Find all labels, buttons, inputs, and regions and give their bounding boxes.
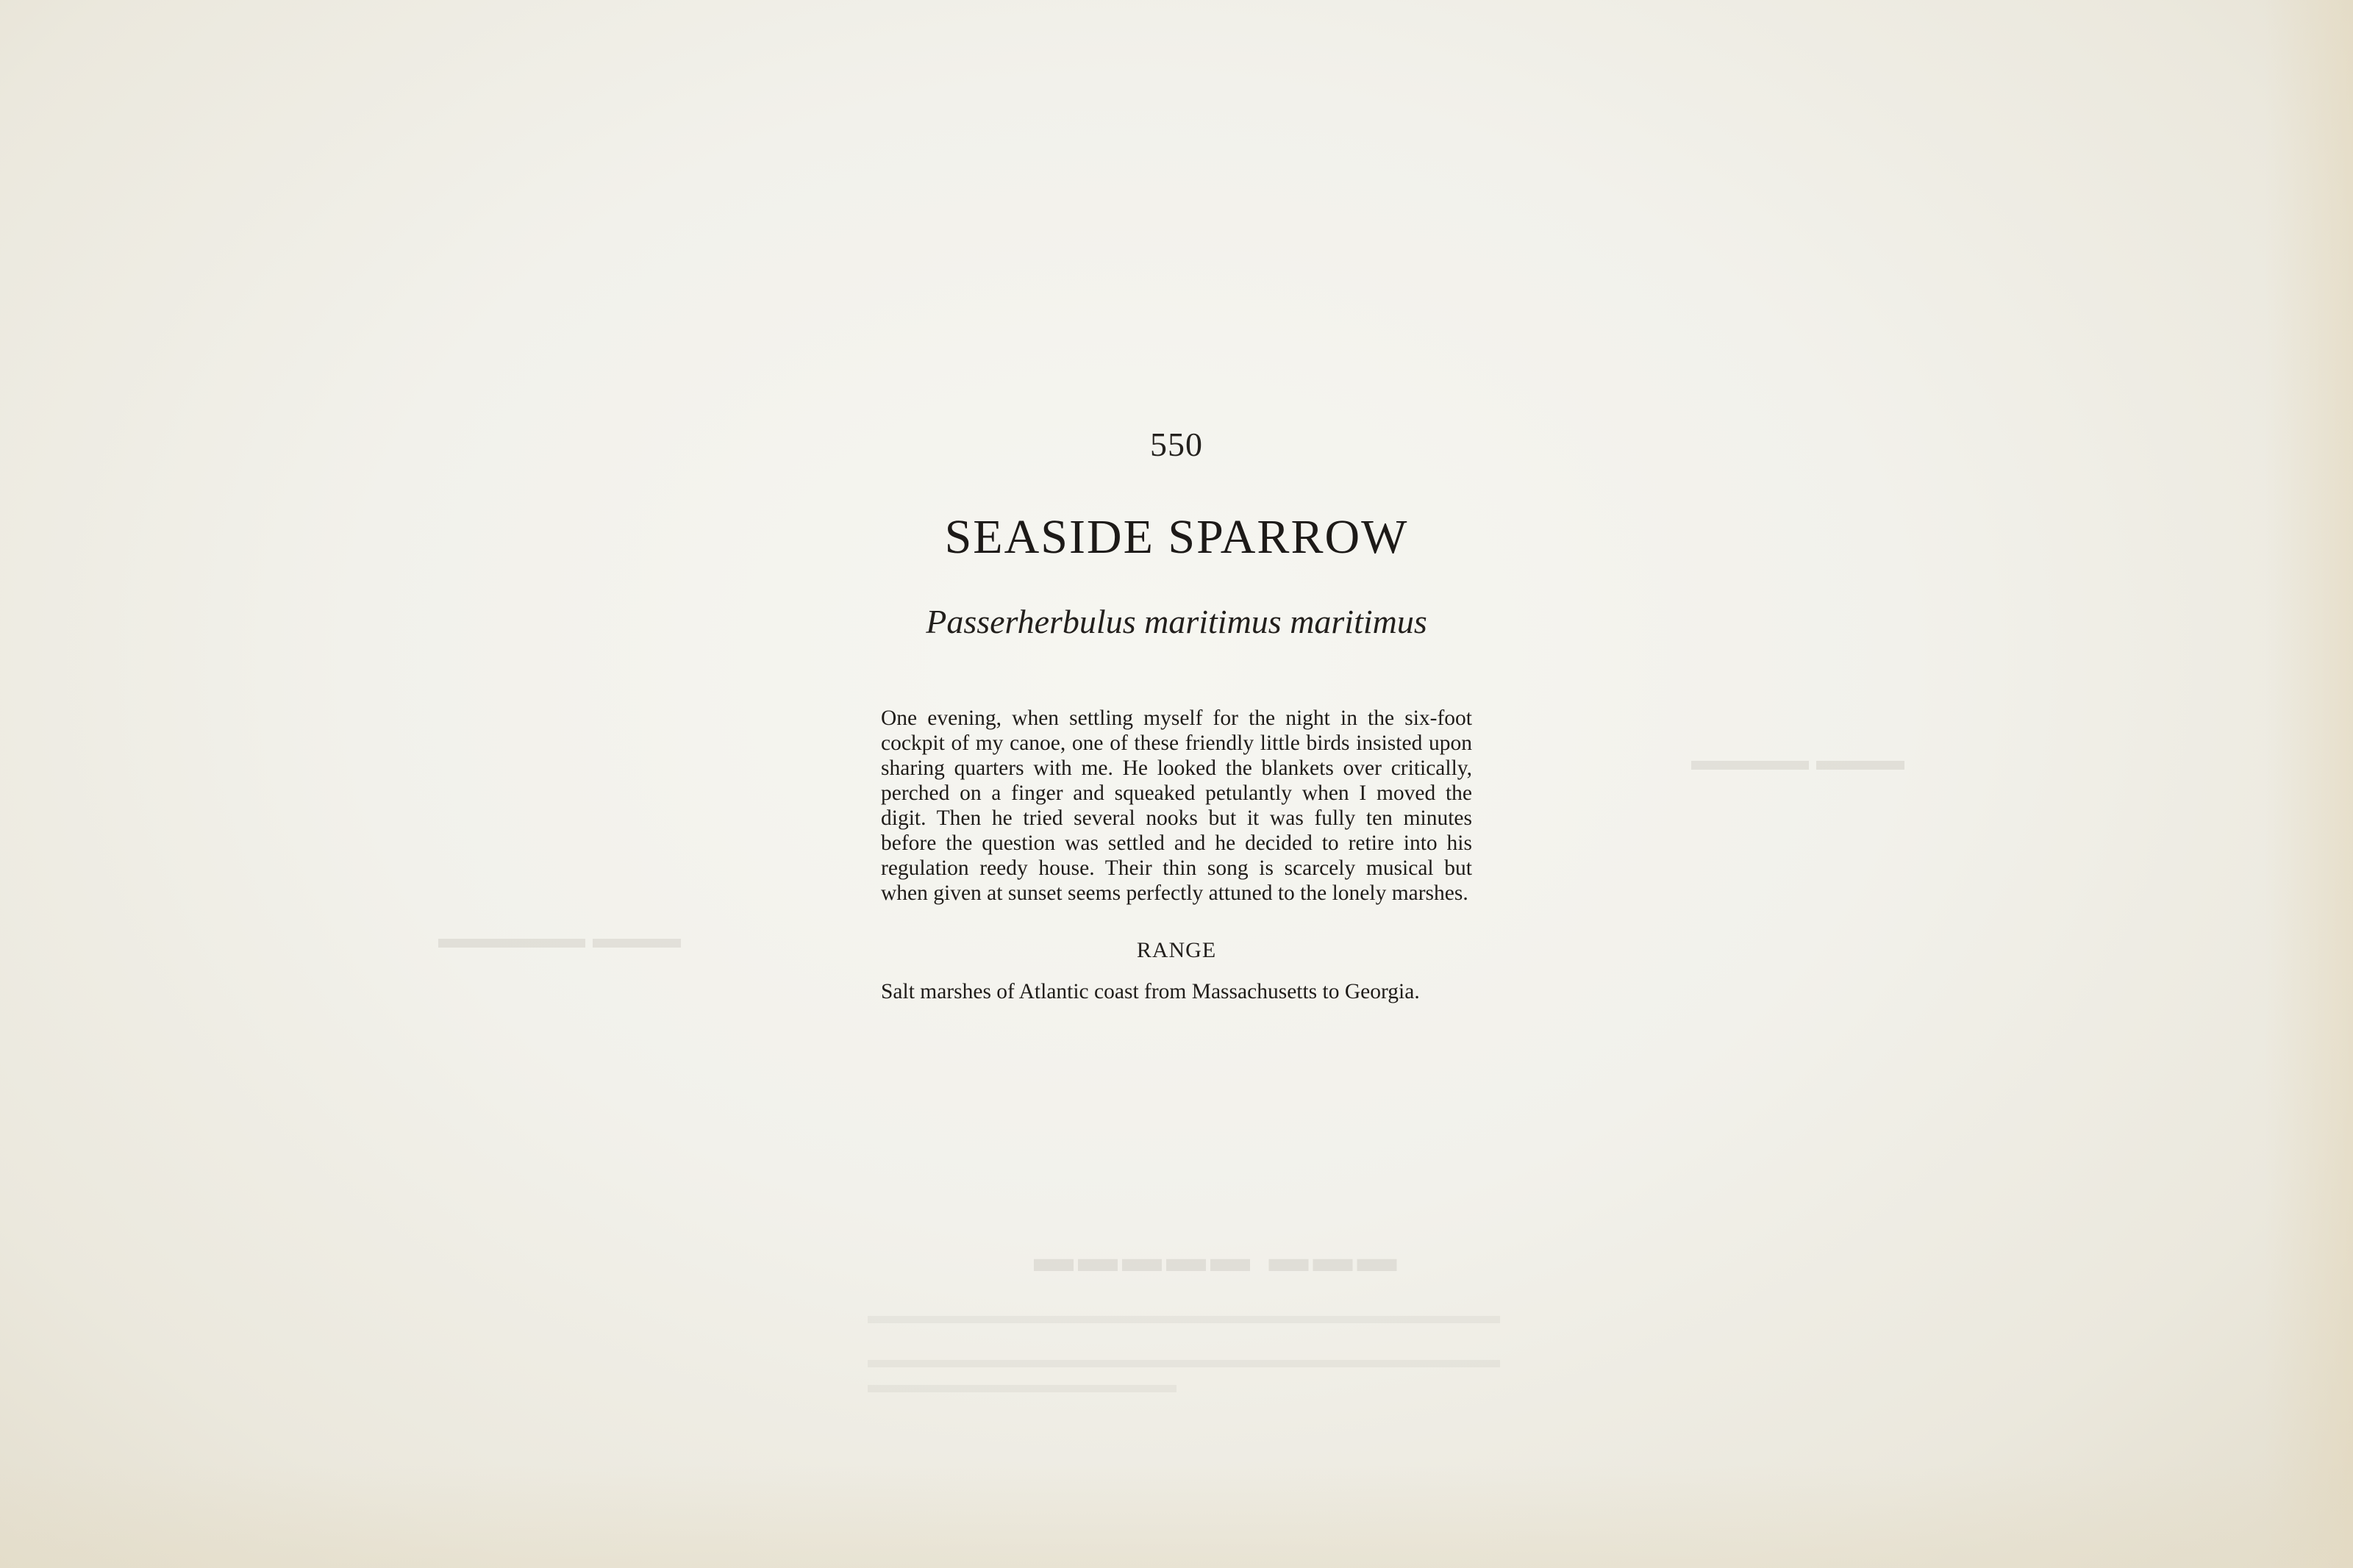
show-through-mark (868, 1385, 1176, 1392)
description-paragraph: One evening, when settling myself for the night in the six-foot cockpit of my canoe, one of these friendly little birds insisted upon sharing quarters with me. He looked the blankets over critically, perched on a finger and squeaked petulantly when I moved the digit. Then he tried several nooks but it was fully ten minutes before the question was settled and he decided to retire into his regulation reedy house. Their thin song is scarcely musical but when given at sunset seems perfectly attuned to the lonely marshes. (881, 706, 1472, 905)
paper-edge-shadow-bottom (0, 1465, 2353, 1568)
common-name-heading: SEASIDE SPARROW (944, 510, 1409, 564)
show-through-mark: ▬▬▬ ▬▬▬▬▬ (438, 921, 681, 954)
show-through-mark: ▬▬▬ ▬▬▬▬ (1691, 743, 1904, 776)
show-through-mark: ▬▬▬ ▬▬▬▬▬ (1029, 1236, 1397, 1280)
range-paragraph: Salt marshes of Atlantic coast from Massachusetts to Georgia. (881, 980, 1420, 1003)
show-through-mark (868, 1316, 1500, 1323)
range-heading: RANGE (1136, 938, 1217, 962)
show-through-mark (868, 1360, 1500, 1367)
scientific-name: Passerherbulus maritimus maritimus (926, 603, 1427, 640)
paper-edge-shadow-right (2265, 0, 2353, 1568)
text-column (881, 412, 1472, 1004)
plate-number: 550 (1150, 426, 1203, 463)
